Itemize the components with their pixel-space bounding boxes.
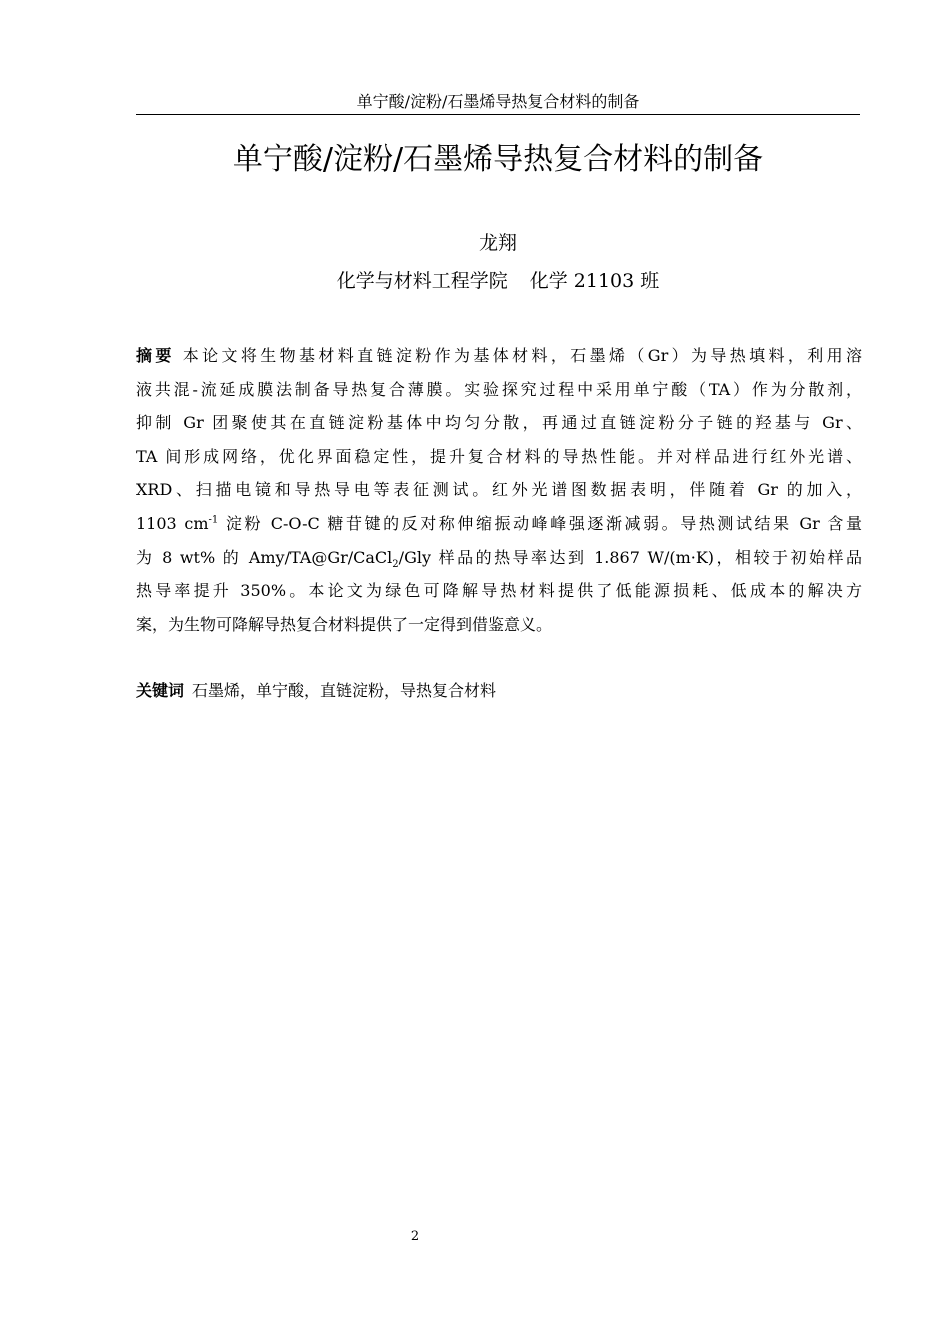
superscript: -1: [208, 514, 219, 526]
abstract-line: 案，为生物可降解导热复合材料提供了一定得到借鉴意义。: [136, 614, 553, 634]
page-number: 2: [410, 1229, 420, 1244]
abstract-line: 液共混-流延成膜法制备导热复合薄膜。实验探究过程中采用单宁酸（TA）作为分散剂，: [136, 379, 862, 399]
abstract-text: 为 8 wt% 的 Amy/TA@Gr/CaCl: [136, 547, 393, 567]
abstract-text: /Gly 样品的热导率达到 1.867 W/(m·K)，相较于初始样品: [398, 547, 862, 567]
abstract-text: 本论文将生物基材料直链淀粉作为基体材料，石墨烯（Gr）为导热填料，利用溶: [182, 346, 862, 365]
abstract-label: 摘要: [136, 346, 175, 365]
abstract-line: 抑制 Gr 团聚使其在直链淀粉基体中均匀分散，再通过直链淀粉分子链的羟基与 Gr、: [136, 413, 862, 433]
abstract-line: 热导率提升 350%。本论文为绿色可降解导热材料提供了低能源损耗、低成本的解决方: [136, 581, 862, 601]
abstract-line: XRD、扫描电镜和导热导电等表征测试。红外光谱图数据表明，伴随着 Gr 的加入，: [136, 480, 862, 500]
abstract-text: 淀粉 C-O-C 糖苷键的反对称伸缩振动峰峰强逐渐减弱。导热测试结果 Gr 含量: [218, 513, 862, 533]
abstract-text: 1103 cm: [136, 513, 209, 533]
affiliation-class: 化学 21103 班: [529, 270, 660, 292]
keywords-text: 石墨烯，单宁酸，直链淀粉，导热复合材料: [192, 681, 497, 700]
keywords: [136, 678, 860, 704]
header-rule: [136, 114, 860, 115]
author-affiliation: [136, 268, 860, 294]
subscript: 2: [392, 558, 399, 570]
abstract-line: [136, 339, 862, 373]
paper-title: 单宁酸/淀粉/石墨烯导热复合材料的制备: [232, 142, 764, 177]
affiliation-school: 化学与材料工程学院: [336, 270, 508, 292]
abstract: [136, 339, 862, 641]
abstract-line: [136, 507, 862, 541]
keywords-label: 关键词: [136, 681, 185, 700]
abstract-line: TA 间形成网络，优化界面稳定性，提升复合材料的导热性能。并对样品进行红外光谱、: [136, 446, 862, 466]
abstract-line: [136, 541, 862, 575]
author-name: 龙翔: [478, 232, 517, 254]
running-header: 单宁酸/淀粉/石墨烯导热复合材料的制备: [356, 92, 640, 111]
